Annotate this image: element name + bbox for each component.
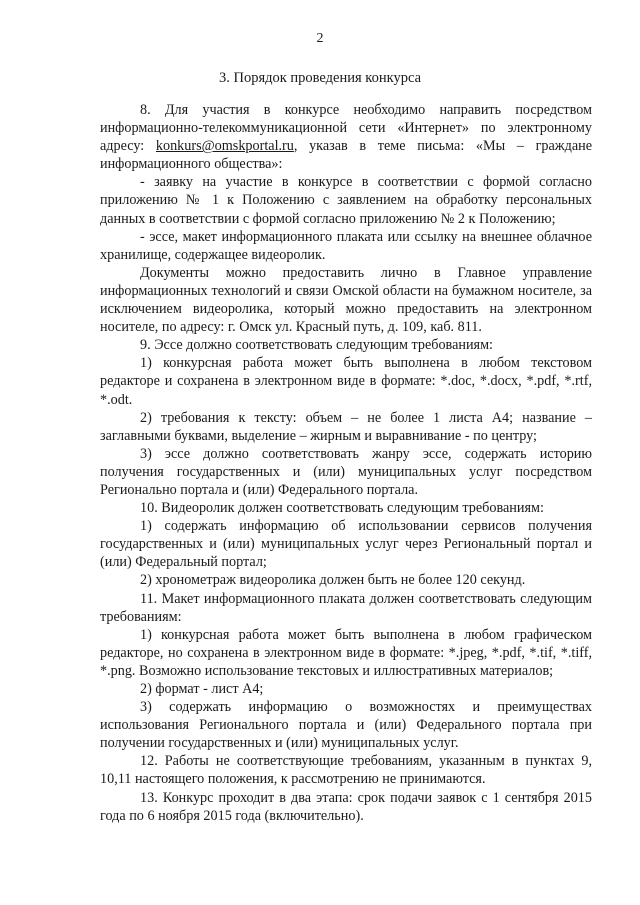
paragraph-documents: Документы можно предоставить лично в Главное управление информационных технологий и связи Омской области на бумажном носителе, за исключением видеоролика, который можно предоставить на электронном носителе, по адресу: г. Омск ул. Красный путь, д. 109, каб. 811. [100, 264, 592, 336]
paragraph-8-item-2: - эссе, макет информационного плаката или ссылку на внешнее облачное хранилище, содержащее видеоролик. [100, 228, 592, 263]
paragraph-9-item-2: 2) требования к тексту: объем – не более 1 листа А4; название – заглавными буквами, выделение – жирным и выравнивание - по центру; [100, 409, 592, 444]
paragraph-11-item-3: 3) содержать информацию о возможностях и преимуществах использования Регионального портала и (или) Федерального портала при получении государственных и (или) муниципальных услуг. [100, 699, 592, 752]
paragraph-9-item-3: 3) эссе должно соответствовать жанру эссе, содержать историю получения государственных и (или) муниципальных услуг посредством Регионально портала и (или) Федерального портала. [100, 445, 592, 498]
page-number: 2 [316, 31, 324, 46]
paragraph-11: 11. Макет информационного плаката должен соответствовать следующим требованиям: [100, 590, 592, 625]
paragraph-10-item-1: 1) содержать информацию об использовании сервисов получения государственных и (или) муниципальных услуг через Региональный портал и (или) Федеральный портал; [100, 518, 592, 571]
paragraph-10: 10. Видеоролик должен соответствовать следующим требованиям: [140, 500, 544, 517]
paragraph-10-item-2: 2) хронометраж видеоролика должен быть не более 120 секунд. [140, 572, 526, 589]
paragraph-8-item-1: - заявку на участие в конкурсе в соответствии с формой согласно приложению № 1 к Положению с заявлением на обработку персональных данных в соответствии с формой согласно приложению № 2 к Положению; [100, 174, 592, 227]
section-heading: 3. Порядок проведения конкурса [218, 70, 422, 86]
email-link[interactable]: konkurs@omskportal.ru [155, 138, 294, 155]
paragraph-9: 9. Эссе должно соответствовать следующим требованиям: [140, 337, 493, 354]
paragraph-11-item-2: 2) формат - лист А4; [140, 681, 264, 697]
paragraph-8 [100, 101, 592, 173]
document-body [100, 101, 592, 825]
paragraph-11-item-1: 1) конкурсная работа может быть выполнена в любом графическом редакторе, но сохранена в электронном виде в формате: *.jpeg, *.pdf, *.tif, *.tiff, *.png. Возможно использование текстовых и иллюстративных материалов; [100, 626, 592, 679]
paragraph-13: 13. Конкурс проходит в два этапа: срок подачи заявок с 1 сентября 2015 года по 6 ноября 2015 года (включительно). [100, 789, 592, 824]
paragraph-8-text-end: , указав в теме письма: «Мы – граждане информационного общества»: [100, 138, 593, 173]
paragraph-8-text-start: 8. Для участия в конкурсе необходимо направить посредством информационно-телекоммуникационной сети «Интернет» по электронному адресу: [100, 102, 592, 155]
paragraph-12: 12. Работы не соответствующие требованиям, указанным в пунктах 9, 10,11 настоящего положения, к рассмотрению не принимаются. [100, 753, 592, 788]
paragraph-9-item-1: 1) конкурсная работа может быть выполнена в любом текстовом редакторе и сохранена в электронном виде в формате: *.doc, *.docx, *.pdf, *.rtf, *.odt. [100, 355, 592, 408]
